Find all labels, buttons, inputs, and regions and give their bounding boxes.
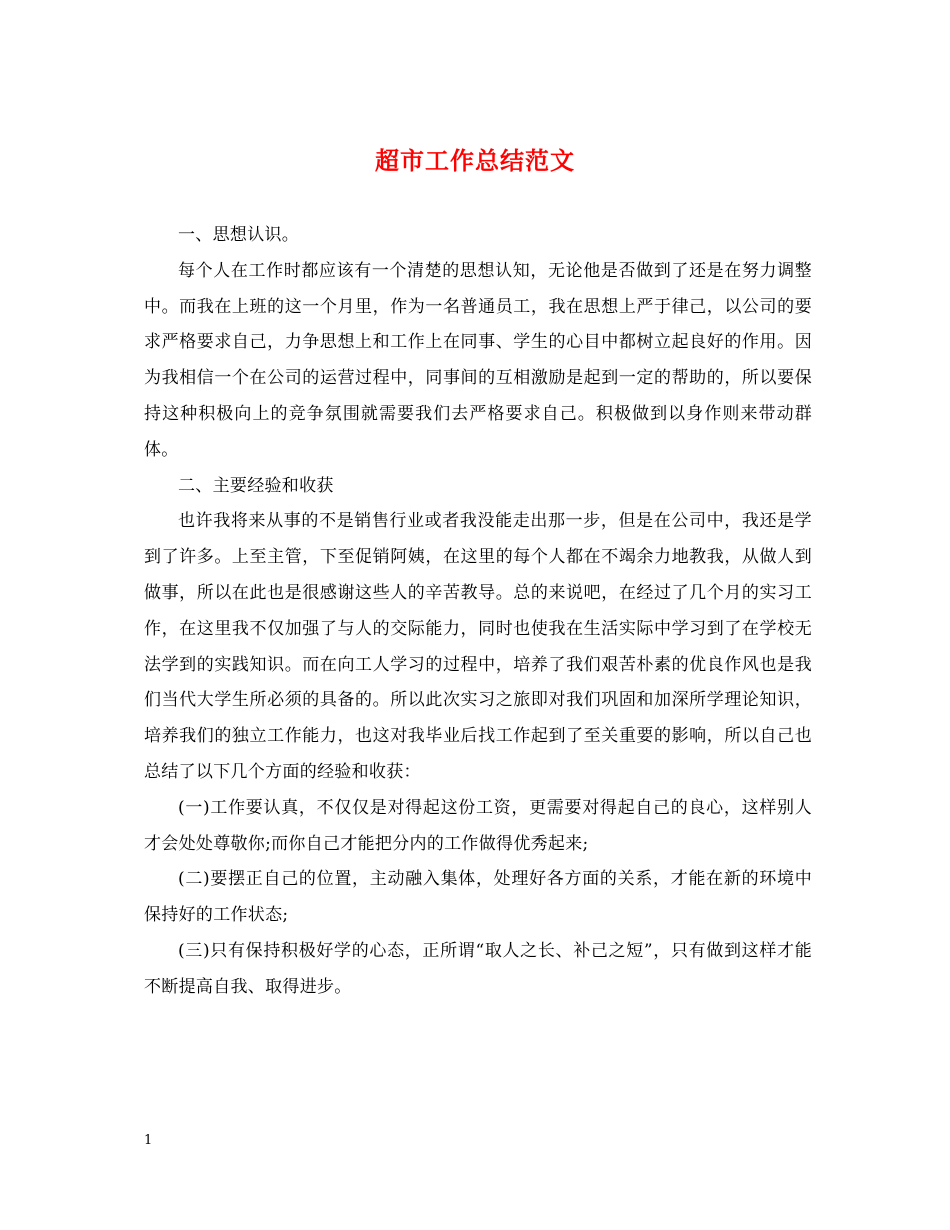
list-item-point-2: (二)要摆正自己的位置，主动融入集体，处理好各方面的关系，才能在新的环境中保持好的工作状态; xyxy=(144,869,812,926)
paragraph-experience-content: 也许我将来从事的不是销售行业或者我没能走出那一步，但是在公司中，我还是学到了许多。上至主管，下至促销阿姨，在这里的每个人都在不竭余力地教我，从做人到做事，所以在此也是很感谢这些人的辛苦教导。总的来说吧，在经过了几个月的实习工作，在这里我不仅加强了与人的交际能力，同时也使我在生活实际中学习到了在学校无法学到的实践知识。而在向工人学习的过程中，培养了我们艰苦朴素的优良作风也是我们当代大学生所必须的具备的。所以此次实习之旅即对我们巩固和加深所学理论知识，培养我们的独立工作能力，也这对我毕业后找工作起到了至关重要的影响，所以自己也总结了以下几个方面的经验和收获： xyxy=(144,511,812,782)
paragraph-thought-content: 每个人在工作时都应该有一个清楚的思想认知，无论他是否做到了还是在努力调整中。而我在上班的这一个月里，作为一名普通员工，我在思想上严于律己，以公司的要求严格要求自己，力争思想上和工作上在同事、学生的心目中都树立起良好的作用。因为我相信一个在公司的运营过程中，同事间的互相激励是起到一定的帮助的，所以要保持这种积极向上的竞争氛围就需要我们去严格要求自己。积极做到以身作则来带动群体。 xyxy=(144,260,812,460)
list-item-point-1: (一)工作要认真，不仅仅是对得起这份工资，更需要对得起自己的良心，这样别人才会处处尊敬你;而你自己才能把分内的工作做得优秀起来; xyxy=(144,797,812,854)
section-heading-thought: 一、思想认识。 xyxy=(178,225,300,245)
list-item-point-3: (三)只有保持积极好学的心态，正所谓“取人之长、补己之短”，只有做到这样才能不断提高自我、取得进步。 xyxy=(144,940,812,997)
document-body xyxy=(144,218,812,1006)
page-number: 1 xyxy=(144,1133,153,1148)
document-title: 超市工作总结范文 xyxy=(375,146,575,175)
section-heading-experience: 二、主要经验和收获 xyxy=(178,475,334,496)
